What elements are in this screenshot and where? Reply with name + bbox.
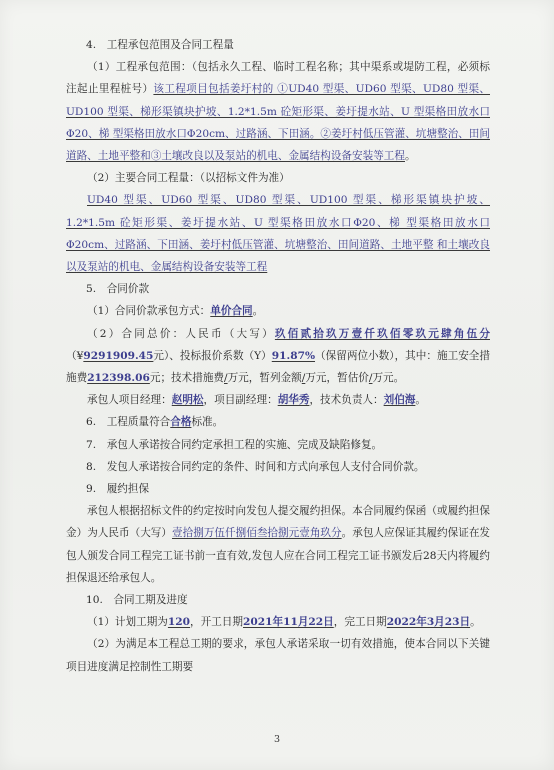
item-8-employer-commitment: 8. 发包人承诺按合同约定的条件、时间和方式向承包人支付合同价款。 <box>86 460 425 473</box>
project-manager-name: 赵明松 <box>171 394 204 407</box>
estimated-price: / <box>368 372 373 385</box>
technical-fee: / <box>224 372 228 385</box>
quantity-paragraph <box>66 189 490 278</box>
price-in-words: 玖佰贰拾玖万壹仟玖佰零玖元肆角伍分 <box>274 327 490 340</box>
performance-bond-paragraph: 承包人根据招标文件的约定按时向发包人提交履约担保。本合同履约保函（或履约担保金）为人民币（大写）壹拾捌万伍仟捌佰叁拾捌元壹角玖分。承包人应保证其履约保证在发包人颁发合同工程完工证书前一直有效,发包人应在合同工程完工证书颁发后28天内将履约担保退还给承包人。 <box>66 505 491 584</box>
planned-duration-days: 120 <box>167 616 191 629</box>
item-9-heading: 9. 履约担保 <box>86 483 150 496</box>
page-number: 3 <box>273 734 281 745</box>
item-6-quality: 6. 工程质量符合合格标准。 <box>86 416 224 429</box>
price-in-figures: 9291909.45 <box>83 349 154 362</box>
start-date: 2021年11月22日 <box>243 616 334 629</box>
scope-paragraph: （1）工程承包范围：（包括永久工程、临时工程名称；其中渠系或堤防工程，必须标注起止里程桩号）该工程项目包括姜圩村的 ①UD40 型渠、UD60 型渠、UD80 型渠、UD100 型渠、梯形渠镇块护坡、1.2*1.5m 砼矩形渠、姜圩提水站、U 型渠格田放水口Φ20、梯 型渠格田放水口Φ20cm、过路涵、下田涵。②姜圩村低压管灌、坑塘整治、田间道路、土地平整和③土壤改良以及泵站的机电、金属结构设备安装等工程。 <box>66 61 490 163</box>
scope-label: （1）工程承包范围：（包括永久工程、临时工程名称；其中渠系或堤防工程，必须标注起止里程桩号） <box>66 61 490 96</box>
quality-standard-value: 合格 <box>170 416 192 429</box>
safety-fee: 212398.06 <box>87 372 150 385</box>
contract-price-paragraph: （2）合同总价：人民币（大写）玖佰贰拾玖万壹仟玖佰零玖元肆角伍分（¥9291909.45元）、投标报价系数（Y）91.87%（保留两位小数），其中：施工安全措施费212398.06元；技术措施费/万元，暂列金额/万元，暂估价/万元。 <box>66 327 490 385</box>
section-10-heading: 10. 合同工期及进度 <box>86 594 188 607</box>
document-body <box>66 34 490 678</box>
schedule-commitment-paragraph: （2）为满足本工程总工期的要求，承包人承诺采取一切有效措施，使本合同以下关键项目进度满足控制性工期要 <box>66 638 490 673</box>
technical-lead-name: 刘伯海 <box>383 394 416 407</box>
bond-amount-words: 壹拾捌万伍仟捌佰叁拾捌元壹角玖分 <box>172 527 342 540</box>
project-managers-line: 承包人项目经理：赵明松，项目副经理：胡华秀，技术负责人：刘伯海。 <box>87 394 426 407</box>
item-7-contractor-commitment: 7. 承包人承诺按合同约定承担工程的实施、完成及缺陷修复。 <box>86 438 383 451</box>
provisional-sum: / <box>301 372 306 385</box>
section-5-heading: 5. 合同价款 <box>86 283 150 296</box>
completion-date: 2022年3月23日 <box>386 616 471 629</box>
quantity-fill-text: UD40 型渠、UD60 型渠、UD80 型渠、UD100 型渠、梯形渠镇块护坡、1.2*1.5m 砼矩形渠、姜圩提水站、U 型渠格田放水口Φ20、梯 型渠格田放水口Φ20cm、过路涵、下田涵、姜圩村低压管灌、坑塘整治、田间道路、土地平整 和土壤改良以及泵站的机电、金属结构设备安装等工程 <box>66 194 490 274</box>
deputy-manager-name: 胡华秀 <box>277 394 310 407</box>
contract-method-value: 单价合同 <box>210 305 253 318</box>
quantity-label: （2）主要合同工程量：（以招标文件为准） <box>87 172 290 185</box>
scope-fill-text: 该工程项目包括姜圩村的 ①UD40 型渠、UD60 型渠、UD80 型渠、UD100 型渠、梯形渠镇块护坡、1.2*1.5m 砼矩形渠、姜圩提水站、U 型渠格田放水口Φ20、梯 型渠格田放水口Φ20cm、过路涵、下田涵。②姜圩村低压管灌、坑塘整治、田间道路、土地平整和③土壤改良以及泵站的机电、金属结构设备安装等工程 <box>66 83 490 163</box>
schedule-line: （1）计划工期为120，开工日期2021年11月22日，完工日期2022年3月23日。 <box>87 616 481 629</box>
contract-method-line: （1）合同价款承包方式：单价合同。 <box>87 305 264 318</box>
section-4-heading: 4. 工程承包范围及合同工程量 <box>86 39 234 51</box>
bid-coefficient: 91.87% <box>271 349 316 362</box>
